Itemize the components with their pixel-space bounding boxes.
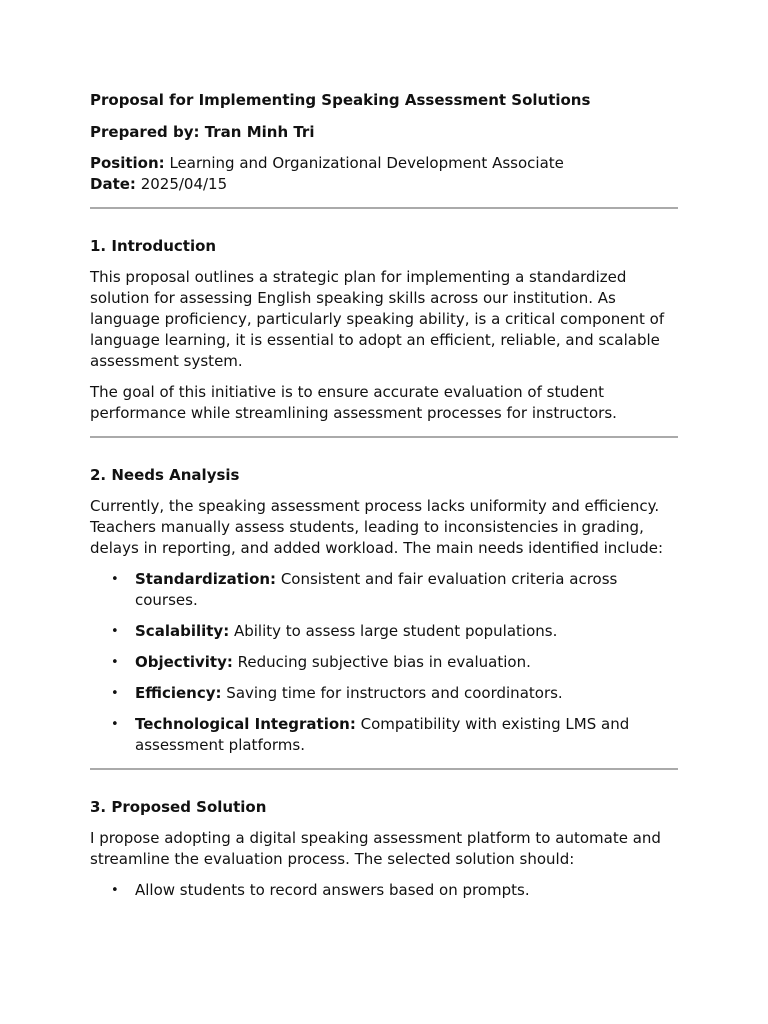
needs-list	[90, 569, 678, 756]
section-heading-needs-analysis: 2. Needs Analysis	[90, 466, 240, 484]
intro-paragraph-1: This proposal outlines a strategic plan for implementing a standardized solution for assessing English speaking skills across our institution. As language proficiency, particularly speaking ability, is a critical component of language learning, it is essential to adopt an efficient, reliable, and scalable assessment system.	[90, 268, 665, 370]
prepared-by: Prepared by: Tran Minh Tri	[90, 123, 315, 141]
list-item-text: Saving time for instructors and coordinators.	[221, 684, 563, 702]
section-heading-introduction: 1. Introduction	[90, 237, 217, 255]
list-item-text: Ability to assess large student populations.	[229, 622, 558, 640]
bullet-icon: •	[111, 655, 119, 670]
bullet-icon: •	[111, 717, 119, 732]
list-item-text: Consistent and fair evaluation criteria across courses.	[135, 570, 618, 609]
bullet-icon: •	[111, 624, 119, 639]
solution-paragraph: I propose adopting a digital speaking assessment platform to automate and streamline the evaluation process. The selected solution should:	[90, 829, 661, 868]
position-line	[90, 153, 678, 174]
solution-list	[90, 880, 678, 901]
bullet-icon: •	[111, 572, 119, 587]
date-line	[90, 174, 678, 195]
section-heading-proposed-solution: 3. Proposed Solution	[90, 798, 267, 816]
list-item	[90, 880, 678, 901]
list-item	[90, 714, 678, 756]
list-item-text: Compatibility with existing LMS and assessment platforms.	[135, 715, 630, 754]
divider	[90, 207, 678, 209]
date-value: 2025/04/15	[135, 175, 228, 193]
list-item	[90, 652, 678, 673]
list-item-label: Technological Integration:	[135, 715, 356, 733]
divider	[90, 436, 678, 438]
list-item-label: Efficiency:	[135, 684, 222, 702]
list-item	[90, 569, 678, 611]
position-value: Learning and Organizational Development Associate	[164, 154, 564, 172]
bullet-icon: •	[111, 883, 119, 898]
document-title: Proposal for Implementing Speaking Assessment Solutions	[90, 91, 591, 109]
list-item	[90, 683, 678, 704]
list-item	[90, 621, 678, 642]
list-item-label: Scalability:	[135, 622, 230, 640]
intro-paragraph-2: The goal of this initiative is to ensure accurate evaluation of student performance while streamlining assessment processes for instructors.	[90, 383, 617, 422]
bullet-icon: •	[111, 686, 119, 701]
list-item-text: Allow students to record answers based on prompts.	[135, 881, 530, 899]
list-item-text: Reducing subjective bias in evaluation.	[232, 653, 531, 671]
list-item-label: Objectivity:	[135, 653, 233, 671]
list-item-label: Standardization:	[135, 570, 277, 588]
date-label: Date:	[90, 175, 136, 193]
needs-paragraph: Currently, the speaking assessment process lacks uniformity and efficiency. Teachers manually assess students, leading to inconsistencies in grading, delays in reporting, and added workload. The main needs identified include:	[90, 497, 664, 557]
divider	[90, 768, 678, 770]
position-label: Position:	[90, 154, 165, 172]
